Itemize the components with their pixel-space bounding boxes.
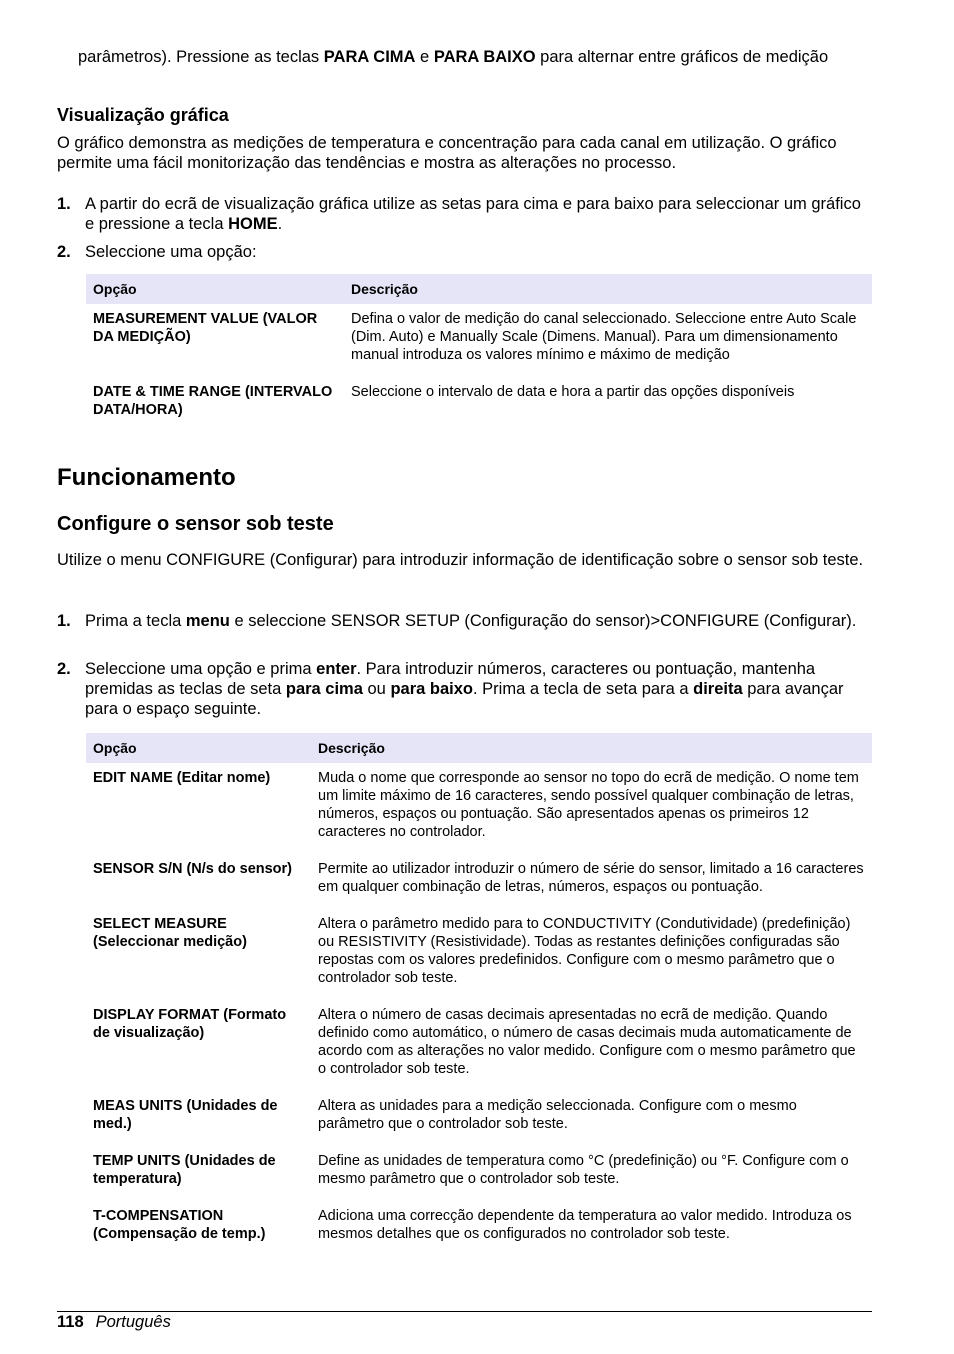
- description-cell: Seleccione o intervalo de data e hora a partir das opções disponíveis: [351, 384, 795, 400]
- key-up-label: PARA CIMA: [323, 48, 416, 66]
- up-key-label: para cima: [285, 680, 363, 698]
- option-cell: SELECT MEASURE (Seleccionar medição): [93, 916, 247, 950]
- graphic-view-paragraph: O gráfico demonstra as medições de temperatura e concentração para cada canal em utilização. O gráfico permite uma fácil monitorização das tendências e mostra as alterações no processo.: [57, 134, 837, 172]
- table-row: [86, 304, 872, 377]
- graphic-options-table: [86, 274, 872, 432]
- menu-key-label: menu: [185, 612, 230, 630]
- footer-language: Português: [95, 1313, 171, 1331]
- down-key-label: para baixo: [390, 680, 473, 698]
- table-row: [86, 854, 872, 909]
- home-key-label: HOME: [228, 215, 278, 233]
- table-row: [86, 1146, 872, 1201]
- column-header-description: Descrição: [344, 274, 872, 304]
- page-number: 118: [57, 1313, 84, 1331]
- option-cell: SENSOR S/N (N/s do sensor): [93, 861, 293, 877]
- option-cell: DATE & TIME RANGE (INTERVALO DATA/HORA): [93, 384, 333, 418]
- step-text: A partir do ecrã de visualização gráfica utilize as setas para cima e para baixo para seleccionar um gráfico e pressione a tecla HOME.: [85, 195, 861, 233]
- intro-text: e: [415, 48, 434, 66]
- right-key-label: direita: [693, 680, 743, 698]
- column-header-description: Descrição: [311, 733, 872, 763]
- intro-text: parâmetros). Pressione as teclas: [78, 48, 324, 66]
- footer-divider: [57, 1311, 872, 1312]
- step-number: 2.: [57, 243, 71, 261]
- graphic-view-heading: Visualização gráfica: [57, 105, 229, 125]
- page-footer: [57, 1312, 171, 1332]
- intro-text: para alternar entre gráficos de medição: [535, 48, 829, 66]
- step-text: Prima a tecla menu e seleccione SENSOR SETUP (Configuração do sensor)>CONFIGURE (Configurar).: [85, 612, 857, 630]
- operation-heading: Funcionamento: [57, 464, 236, 491]
- column-header-option: Opção: [86, 274, 344, 304]
- description-cell: Altera o parâmetro medido para to CONDUCTIVITY (Condutividade) (predefinição) ou RESISTIVITY (Resistividade). Todas as restantes definições configuradas são repostas com os valores predefinidos. Configure com o mesmo parâmetro que o controlador sob teste.: [318, 916, 851, 986]
- table-row: [86, 909, 872, 1000]
- enter-key-label: enter: [316, 660, 357, 678]
- step-number: 2.: [57, 660, 71, 678]
- table-row: [86, 1000, 872, 1091]
- table-header-row: [86, 274, 872, 304]
- step-text: Seleccione uma opção:: [85, 243, 257, 261]
- step-number: 1.: [57, 195, 71, 213]
- table-row: [86, 763, 872, 854]
- configure-options-table: [86, 733, 872, 1256]
- option-cell: MEAS UNITS (Unidades de med.): [93, 1098, 278, 1132]
- option-cell: MEASUREMENT VALUE (VALOR DA MEDIÇÃO): [93, 311, 318, 345]
- description-cell: Muda o nome que corresponde ao sensor no topo do ecrã de medição. O nome tem um limite máximo de 16 caracteres, sendo possível qualquer combinação de letras, números, espaços ou pontuação. São apresentados apenas os primeiros 12 caracteres no controlador.: [318, 770, 859, 840]
- column-header-option: Opção: [86, 733, 311, 763]
- key-down-label: PARA BAIXO: [433, 48, 536, 66]
- option-cell: DISPLAY FORMAT (Formato de visualização): [93, 1007, 287, 1041]
- step-number: 1.: [57, 612, 71, 630]
- table-row: [86, 377, 872, 432]
- option-cell: TEMP UNITS (Unidades de temperatura): [93, 1153, 276, 1187]
- description-cell: Define as unidades de temperatura como °C (predefinição) ou °F. Configure com o mesmo parâmetro que o controlador sob teste.: [318, 1153, 849, 1187]
- intro-continued-paragraph: [78, 47, 868, 67]
- description-cell: Defina o valor de medição do canal seleccionado. Seleccione entre Auto Scale (Dim. Auto) e Manually Scale (Dimens. Manual). Para um dimensionamento manual introduza os valores mínimo e máximo de medição: [351, 311, 857, 363]
- option-cell: EDIT NAME (Editar nome): [93, 770, 271, 786]
- description-cell: Adiciona uma correcção dependente da temperatura ao valor medido. Introduza os mesmos detalhes que os configurados no controlador sob teste.: [318, 1208, 852, 1242]
- description-cell: Permite ao utilizador introduzir o número de série do sensor, limitado a 16 caracteres em qualquer combinação de letras, números, espaços ou pontuação.: [318, 861, 864, 895]
- table-header-row: [86, 733, 872, 763]
- step-text: Seleccione uma opção e prima enter. Para introduzir números, caracteres ou pontuação, mantenha premidas as teclas de seta para cima ou para baixo. Prima a tecla de seta para a direita para avançar para o espaço seguinte.: [85, 660, 844, 718]
- option-cell: T-COMPENSATION (Compensação de temp.): [93, 1208, 266, 1242]
- description-cell: Altera o número de casas decimais apresentadas no ecrã de medição. Quando definido como automático, o número de casas decimais muda automaticamente de acordo com as alterações no valor medido. Configure com o mesmo parâmetro que o controlador sob teste.: [318, 1007, 856, 1077]
- configure-paragraph: Utilize o menu CONFIGURE (Configurar) para introduzir informação de identificação sobre o sensor sob teste.: [57, 551, 864, 569]
- table-row: [86, 1091, 872, 1146]
- description-cell: Altera as unidades para a medição seleccionada. Configure com o mesmo parâmetro que o controlador sob teste.: [318, 1098, 797, 1132]
- table-row: [86, 1201, 872, 1256]
- configure-heading: Configure o sensor sob teste: [57, 513, 334, 535]
